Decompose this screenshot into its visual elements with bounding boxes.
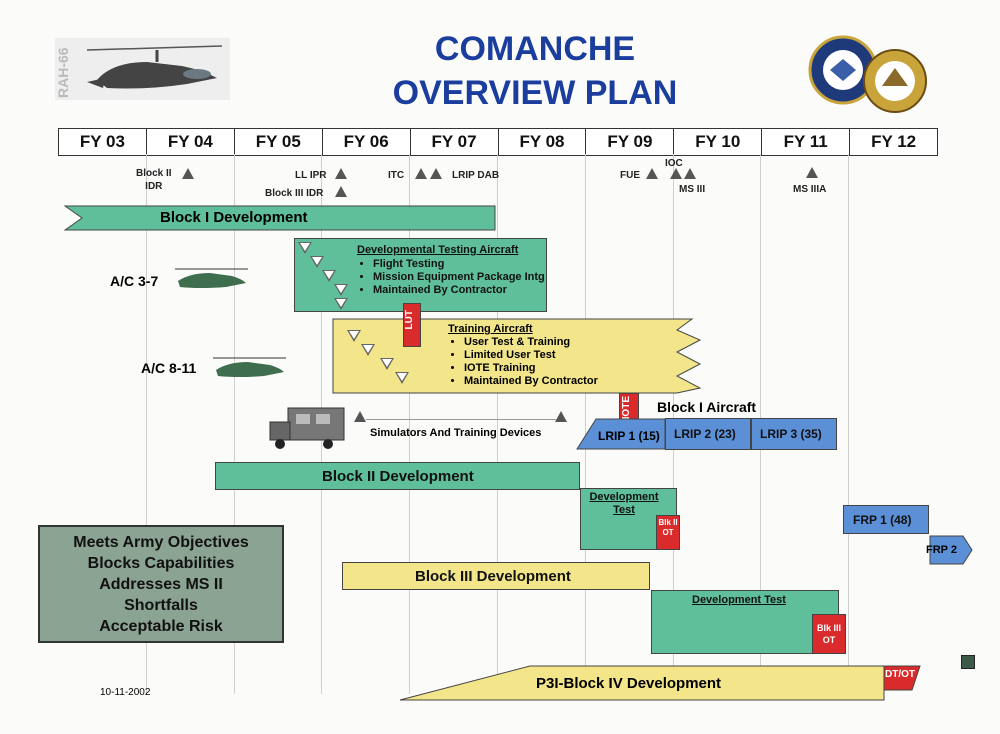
summary-line: Blocks Capabilities — [87, 555, 235, 572]
blk3-ot-marker — [812, 614, 846, 654]
fiscal-year-fy-06: FY 06 — [323, 129, 411, 155]
helicopter-icon — [77, 40, 227, 100]
simulator-truck-icon — [268, 404, 348, 450]
block2-development-bar — [215, 462, 580, 490]
lrip3-bar — [751, 418, 837, 450]
gridline — [497, 154, 498, 694]
milestone-marker — [335, 186, 347, 197]
fiscal-year-fy-08: FY 08 — [499, 129, 587, 155]
gridline — [848, 154, 849, 694]
milestone-lrip-dab: LRIP DAB — [452, 170, 500, 181]
fiscal-year-fy-07: FY 07 — [411, 129, 499, 155]
blk2-ot-marker — [656, 515, 680, 550]
p3i-block4-label: P3I-Block IV Development — [536, 675, 722, 692]
logo-text: RAH-66 — [55, 47, 71, 98]
milestone-marker — [684, 168, 696, 179]
milestone-block2-idr — [136, 167, 172, 193]
summary-line: Shortfalls — [124, 597, 198, 614]
list-item: • Mission Equipment Package Intg — [373, 271, 545, 284]
lrip1-label: LRIP 1 (15) — [598, 429, 660, 443]
army-seal-icon — [862, 48, 928, 114]
milestone-block2-idr-label: Block II IDR — [136, 168, 172, 192]
helicopter-logo — [55, 38, 230, 100]
milestone-marker — [182, 168, 194, 179]
milestone-marker — [430, 168, 442, 179]
ac-3-7-label: A/C 3-7 — [110, 273, 159, 289]
list-item: • Maintained By Contractor — [373, 284, 545, 297]
milestone-fue: FUE — [620, 170, 640, 181]
blk3-ot-label: Blk III OT — [816, 623, 841, 645]
milestone-marker — [646, 168, 658, 179]
milestone-ms3a: MS IIIA — [793, 184, 827, 195]
simulator-timeline — [366, 419, 556, 420]
iote-label: IOTE — [621, 396, 632, 420]
block1-aircraft-label: Block I Aircraft — [657, 399, 757, 415]
delivery-marker — [310, 256, 324, 268]
milestone-ll-ipr: LL IPR — [295, 170, 327, 181]
milestone-ioc: IOC — [665, 158, 683, 169]
end-marker-icon — [961, 655, 975, 669]
milestone-marker — [415, 168, 427, 179]
fiscal-year-fy-05: FY 05 — [235, 129, 323, 155]
milestone-itc: ITC — [388, 170, 405, 181]
summary-box — [38, 525, 284, 643]
fiscal-year-fy-10: FY 10 — [674, 129, 762, 155]
milestone-marker — [354, 411, 366, 422]
frp2-label: FRP 2 — [926, 544, 957, 556]
ac-8-11-label: A/C 8-11 — [141, 360, 197, 376]
block2-development-label: Block II Development — [322, 468, 474, 485]
summary-line: Addresses MS II — [99, 576, 223, 593]
list-item: • Maintained By Contractor — [464, 375, 598, 388]
fiscal-year-header — [58, 128, 938, 156]
delivery-marker — [395, 372, 409, 384]
gridline — [409, 154, 410, 694]
dev-testing-title: Developmental Testing Aircraft — [357, 244, 519, 256]
fiscal-year-fy-04: FY 04 — [147, 129, 235, 155]
delivery-marker — [361, 344, 375, 356]
fiscal-year-fy-09: FY 09 — [586, 129, 674, 155]
simulators-label: Simulators And Training Devices — [370, 427, 542, 439]
fiscal-year-fy-03: FY 03 — [59, 129, 147, 155]
milestone-marker — [806, 167, 818, 178]
dev-testing-list — [357, 258, 545, 297]
lrip2-bar — [665, 418, 751, 450]
list-item: • IOTE Training — [464, 362, 598, 375]
list-item: • Flight Testing — [373, 258, 545, 271]
dt-ot-label: DT/OT — [885, 669, 915, 680]
milestone-marker — [555, 411, 567, 422]
development-test-1-title: Development Test — [589, 491, 659, 516]
milestone-ms3: MS III — [679, 184, 706, 195]
lut-marker — [403, 303, 421, 347]
date-label: 10-11-2002 — [100, 687, 151, 698]
list-item: • User Test & Training — [464, 336, 598, 349]
milestone-marker — [335, 168, 347, 179]
frp1-label: FRP 1 (48) — [853, 513, 912, 527]
block3-development-label: Block III Development — [415, 568, 571, 585]
blk2-ot-label: Blk II OT — [658, 518, 678, 537]
fiscal-year-fy-11: FY 11 — [762, 129, 850, 155]
block3-development-bar — [342, 562, 650, 590]
lrip2-label: LRIP 2 (23) — [674, 427, 736, 441]
milestone-marker — [670, 168, 682, 179]
delivery-marker — [298, 242, 312, 254]
delivery-marker — [347, 330, 361, 342]
delivery-marker — [322, 270, 336, 282]
training-title: Training Aircraft — [448, 323, 533, 335]
fiscal-year-fy-12: FY 12 — [871, 132, 917, 151]
list-item: • Limited User Test — [464, 349, 598, 362]
helicopter-icon — [208, 354, 288, 380]
helicopter-icon — [170, 265, 250, 291]
delivery-marker — [380, 358, 394, 370]
block1-development-label: Block I Development — [160, 209, 308, 226]
development-test-2-box — [651, 590, 839, 654]
training-list — [448, 336, 598, 388]
milestone-block3-idr: Block III IDR — [265, 188, 324, 199]
lrip3-label: LRIP 3 (35) — [760, 427, 822, 441]
delivery-marker — [334, 298, 348, 310]
summary-line: Meets Army Objectives — [73, 534, 249, 551]
lut-label: LUT — [404, 310, 415, 330]
frp1-bar — [843, 505, 929, 534]
page-title-line2: OVERVIEW PLAN — [392, 74, 678, 112]
summary-line: Acceptable Risk — [99, 618, 223, 635]
page-title-line1: COMANCHE — [434, 30, 636, 68]
development-test-2-title: Development Test — [692, 594, 786, 606]
delivery-marker — [334, 284, 348, 296]
